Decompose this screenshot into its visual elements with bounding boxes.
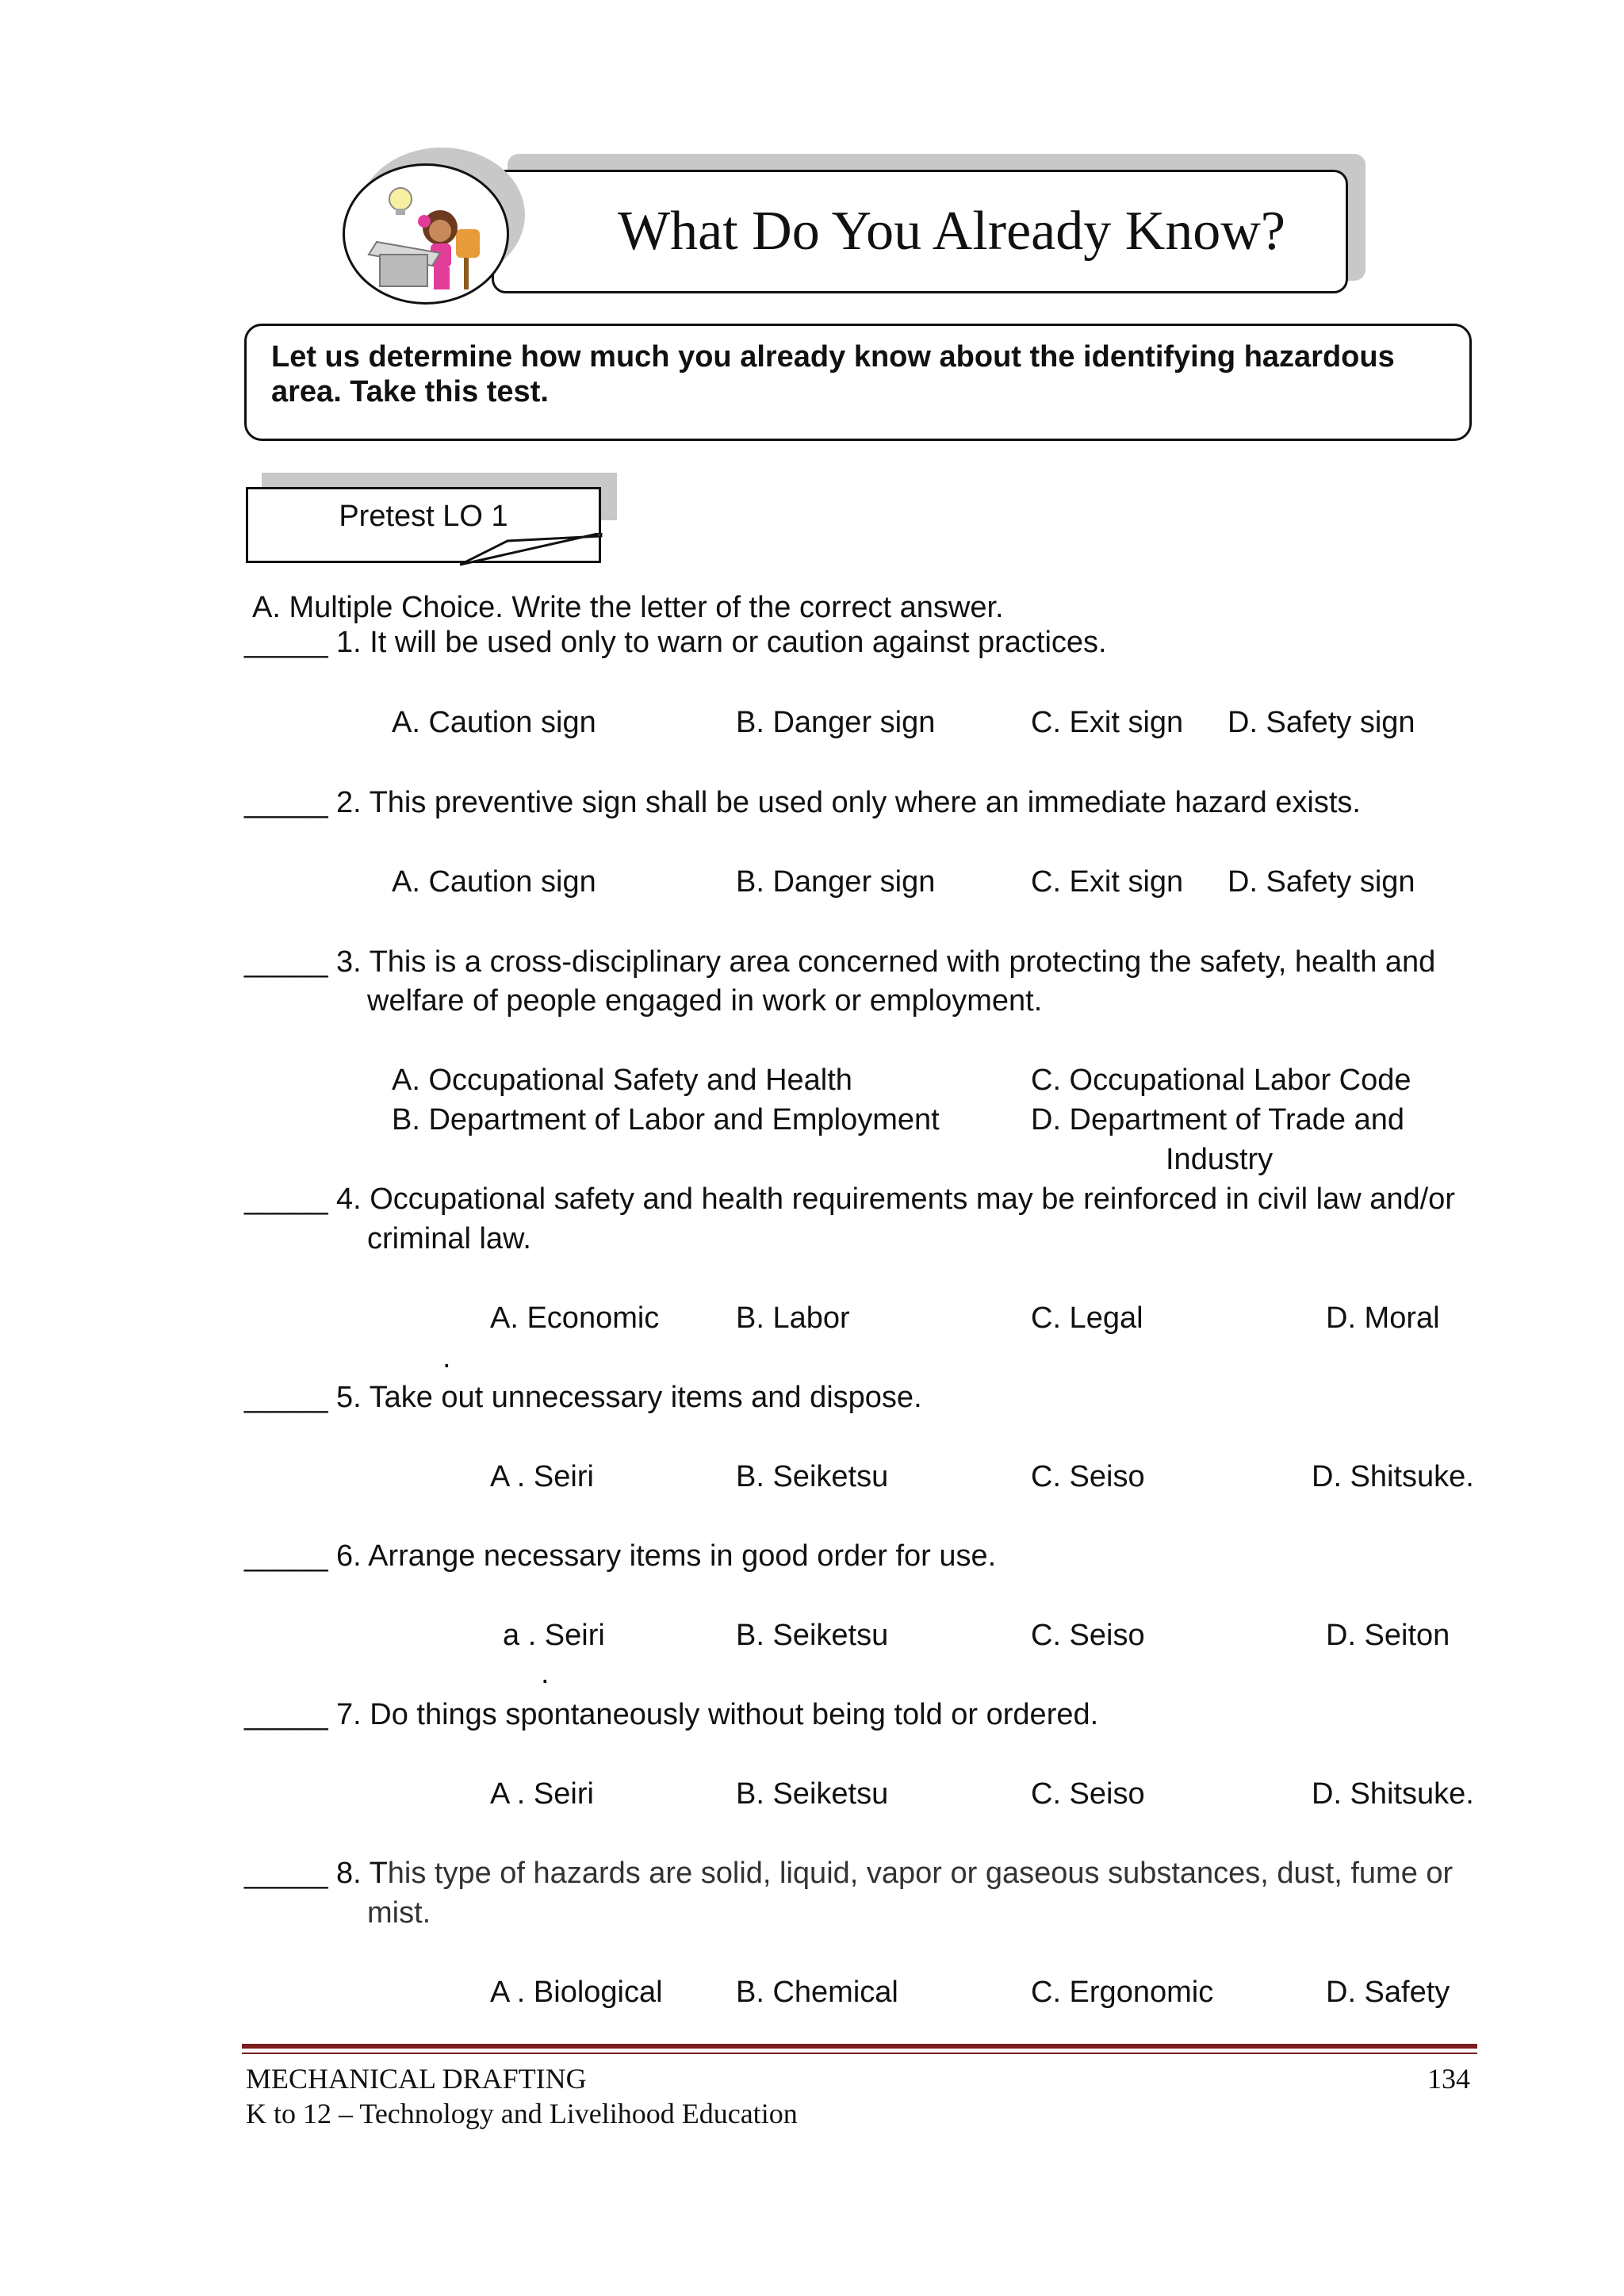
choice-a[interactable]: A . Seiri [490,1777,594,1811]
question-text: 1. It will be used only to warn or caution against practices. [336,626,1107,659]
page-curl-icon [460,533,603,566]
choice-b[interactable]: B. Labor [736,1301,850,1335]
choice-d[interactable]: D. Seiton [1326,1619,1450,1652]
question-text-continued: mist. [367,1896,431,1930]
choice-a[interactable]: A. Occupational Safety and Health [392,1064,852,1097]
choice-a[interactable]: A. Economic [490,1301,660,1335]
pretest-label: Pretest LO 1 [339,500,508,533]
choice-c[interactable]: C. Occupational Labor Code [1031,1064,1411,1097]
choice-b[interactable]: B. Danger sign [736,865,936,899]
question-text-rest: his type of hazards are solid, liquid, vapor or gaseous substances, dust, fume or [387,1857,1454,1890]
choice-c[interactable]: C. Seiso [1031,1777,1145,1811]
choice-c[interactable]: C. Ergonomic [1031,1976,1214,2009]
section-instruction: A. Multiple Choice. Write the letter of the correct answer. [252,591,1004,624]
answer-blank[interactable]: _____ [244,1539,328,1573]
choice-b[interactable]: B. Seiketsu [736,1460,889,1493]
stray-dot: . [442,1341,451,1374]
page-number: 134 [1427,2063,1470,2095]
footer-course: K to 12 – Technology and Livelihood Education [246,2098,798,2129]
choice-d[interactable]: D. Shitsuke. [1312,1777,1474,1811]
choice-c[interactable]: C. Legal [1031,1301,1143,1335]
answer-blank[interactable]: _____ [244,1182,328,1216]
choice-d[interactable]: D. Safety [1326,1976,1450,2009]
intro-line-2: area. Take this test. [271,375,549,408]
student-illustration [343,163,509,305]
choice-b[interactable]: B. Chemical [736,1976,898,2009]
choice-d[interactable]: D. Safety sign [1228,865,1415,899]
question-text: 3. This is a cross-disciplinary area concerned with protecting the safety, health and [336,945,1436,979]
choice-c[interactable]: C. Seiso [1031,1619,1145,1652]
answer-blank[interactable]: _____ [244,1857,328,1890]
intro-text [271,339,1445,409]
answer-blank[interactable]: _____ [244,945,328,979]
student-at-desk-icon [345,166,509,305]
footer-rule-thin [242,2053,1477,2054]
question-text-continued: criminal law. [367,1222,531,1255]
choice-b[interactable]: B. Seiketsu [736,1777,889,1811]
choice-d-continued: Industry [1166,1143,1274,1176]
choice-d[interactable]: D. Moral [1326,1301,1440,1335]
intro-line-1: Let us determine how much you already know about the identifying hazardous [271,340,1395,374]
question-text: 4. Occupational safety and health requirements may be reinforced in civil law and/or [336,1182,1455,1216]
answer-blank[interactable]: _____ [244,786,328,819]
choice-a[interactable]: A . Biological [490,1976,663,2009]
choice-b[interactable]: B. Department of Labor and Employment [392,1103,940,1137]
question-text-continued: welfare of people engaged in work or employment. [367,984,1043,1018]
answer-blank[interactable]: _____ [244,1698,328,1731]
choice-a[interactable]: A. Caution sign [392,865,596,899]
choice-c[interactable]: C. Exit sign [1031,706,1184,739]
question-text: 2. This preventive sign shall be used only where an immediate hazard exists. [336,786,1361,819]
question-text: 6. Arrange necessary items in good order for use. [336,1539,997,1573]
page-title: What Do You Already Know? [618,201,1285,262]
answer-blank[interactable]: _____ [244,1381,328,1414]
choice-b[interactable]: B. Danger sign [736,706,936,739]
question-text [336,1854,1453,1892]
answer-blank[interactable]: _____ [244,626,328,659]
stray-dot: . [541,1657,550,1690]
choice-d[interactable]: D. Shitsuke. [1312,1460,1474,1493]
choice-a[interactable]: a . Seiri [503,1619,605,1652]
question-text-prefix: 8. T [336,1857,388,1890]
footer-rule [242,2044,1477,2049]
footer-subject: MECHANICAL DRAFTING [246,2063,587,2095]
choice-d[interactable]: D. Safety sign [1228,706,1415,739]
choice-a[interactable]: A . Seiri [490,1460,594,1493]
question-text: 7. Do things spontaneously without being told or ordered. [336,1698,1099,1731]
choice-b[interactable]: B. Seiketsu [736,1619,889,1652]
choice-a[interactable]: A. Caution sign [392,706,596,739]
choice-d[interactable]: D. Department of Trade and [1031,1103,1405,1137]
choice-c[interactable]: C. Seiso [1031,1460,1145,1493]
choice-c[interactable]: C. Exit sign [1031,865,1184,899]
question-text: 5. Take out unnecessary items and dispose. [336,1381,922,1414]
